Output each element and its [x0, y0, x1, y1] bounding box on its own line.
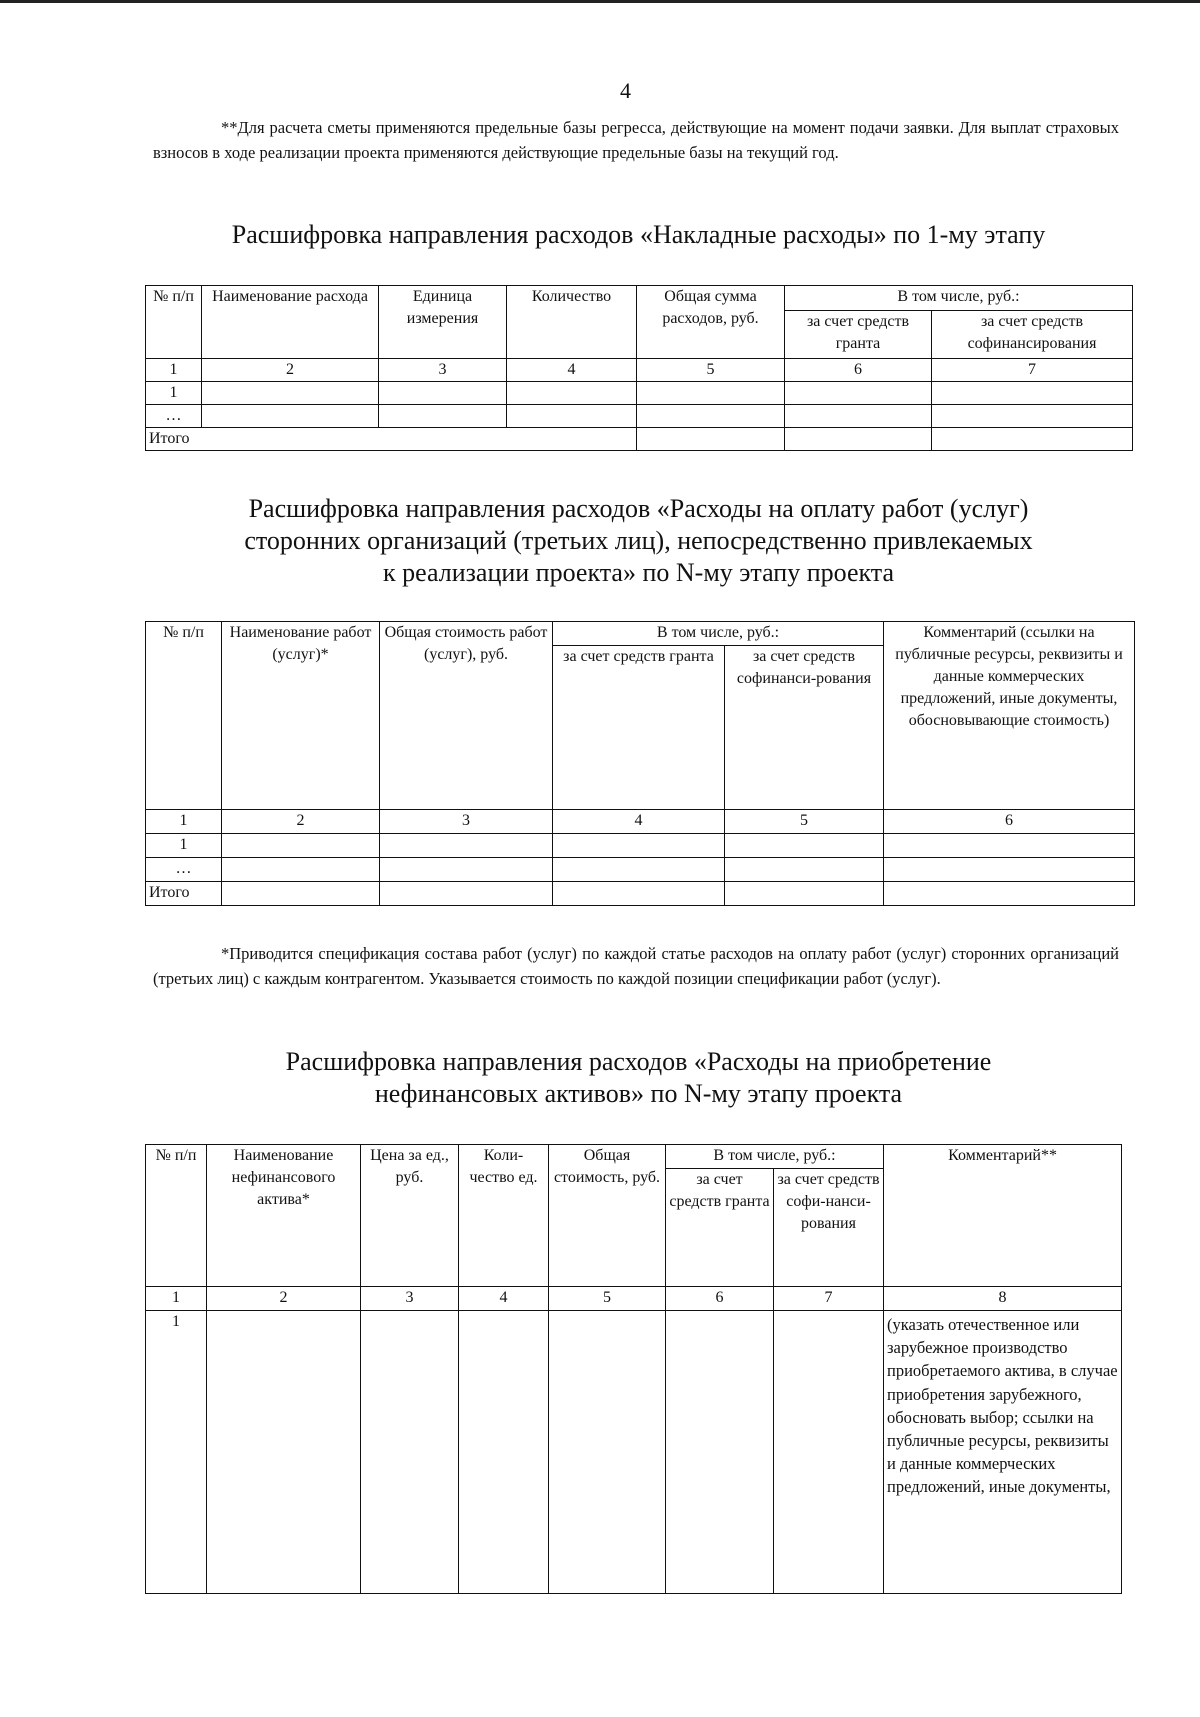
row-num: 1 — [146, 834, 222, 858]
row-num: 1 — [146, 382, 202, 405]
title-line: к реализации проекта» по N-му этапу проекта — [382, 558, 894, 587]
col-number: 4 — [507, 359, 637, 382]
header-name: Наименование нефинансового актива* — [207, 1145, 361, 1287]
header-cofin: за счет средств софинанси-рования — [725, 646, 884, 810]
col-number: 6 — [785, 359, 932, 382]
col-number: 8 — [884, 1287, 1122, 1311]
header-qty: Количество — [507, 286, 637, 359]
col-number: 6 — [884, 810, 1135, 834]
total-label: Итого — [146, 428, 637, 451]
col-number: 4 — [459, 1287, 549, 1311]
footnote-mid — [153, 941, 1119, 991]
col-number: 3 — [380, 810, 553, 834]
scan-top-edge — [0, 0, 1200, 3]
header-num: № п/п — [146, 1145, 207, 1287]
col-number: 5 — [725, 810, 884, 834]
col-number: 1 — [146, 1287, 207, 1311]
title-line: Расшифровка направления расходов «Расходы на оплату работ (услуг) — [248, 494, 1029, 523]
col-number: 7 — [774, 1287, 884, 1311]
title-line: нефинансовых активов» по N-му этапу проекта — [374, 1079, 903, 1108]
row-num: … — [146, 405, 202, 428]
row-num: … — [146, 858, 222, 882]
header-name: Наименование работ (услуг)* — [222, 622, 380, 810]
table-row — [146, 858, 1135, 882]
col-number: 6 — [666, 1287, 774, 1311]
total-label: Итого — [146, 882, 222, 906]
table-row — [146, 834, 1135, 858]
header-total: Общая сумма расходов, руб. — [637, 286, 785, 359]
header-price: Цена за ед., руб. — [361, 1145, 459, 1287]
title-line: Расшифровка направления расходов «Расходы на приобретение — [285, 1047, 992, 1076]
header-incl: В том числе, руб.: — [666, 1145, 884, 1169]
col-number: 3 — [379, 359, 507, 382]
header-grant: за счет средств гранта — [785, 311, 932, 359]
page-number: 4 — [620, 78, 631, 103]
header-comment: Комментарий (ссылки на публичные ресурсы, реквизиты и данные коммерческих предложений, иные документы, обосновывающие стоимость) — [884, 622, 1135, 810]
header-incl: В том числе, руб.: — [553, 622, 884, 646]
col-number: 4 — [553, 810, 725, 834]
table-row — [146, 1311, 1122, 1594]
col-number: 1 — [146, 810, 222, 834]
header-comment: Комментарий** — [884, 1145, 1122, 1287]
col-number: 5 — [549, 1287, 666, 1311]
footnote-mid-text: *Приводится спецификация состава работ (услуг) по каждой статье расходов на оплату работ (услуг) сторонних организаций (третьих лиц) с каждым контрагентом. Указывается стоимость по каждой позиции спецификации работ (услуг). — [153, 944, 1119, 988]
title-line: сторонних организаций (третьих лиц), непосредственно привлекаемых — [244, 526, 1033, 555]
row-num: 1 — [146, 1311, 207, 1594]
header-cofin: за счет средств софи-нанси-рования — [774, 1169, 884, 1287]
footnote-top — [153, 115, 1119, 165]
row-comment: (указать отечественное или зарубежное производство приобретаемого актива, в случае приобретения зарубежного, обосновать выбор; ссылки на публичные ресурсы, реквизиты и данные коммерческих предложений, иные документы, — [884, 1311, 1122, 1594]
col-number: 2 — [222, 810, 380, 834]
header-num: № п/п — [146, 286, 202, 359]
col-number: 5 — [637, 359, 785, 382]
section1-title: Расшифровка направления расходов «Накладные расходы» по 1-му этапу — [231, 220, 1046, 249]
table-row — [146, 382, 1133, 405]
header-unit: Единица измерения — [379, 286, 507, 359]
total-row — [146, 882, 1135, 906]
col-number: 2 — [202, 359, 379, 382]
col-number: 1 — [146, 359, 202, 382]
header-qty: Коли-чество ед. — [459, 1145, 549, 1287]
header-total: Общая стоимость работ (услуг), руб. — [380, 622, 553, 810]
header-cofin: за счет средств софинансирования — [932, 311, 1133, 359]
header-incl: В том числе, руб.: — [785, 286, 1133, 311]
header-grant: за счет средств гранта — [553, 646, 725, 810]
section3-title — [145, 1046, 1132, 1110]
header-total: Общая стоимость, руб. — [549, 1145, 666, 1287]
header-name: Наименование расхода — [202, 286, 379, 359]
section2-title — [145, 493, 1132, 589]
third-party-services-table — [145, 621, 1135, 906]
table-row — [146, 405, 1133, 428]
footnote-top-text: **Для расчета сметы применяются предельные базы регресса, действующие на момент подачи заявки. Для выплат страховых взносов в ходе реализации проекта применяются действующие предельные базы на текущий год. — [153, 118, 1119, 162]
overhead-table — [145, 285, 1133, 451]
header-num: № п/п — [146, 622, 222, 810]
col-number: 3 — [361, 1287, 459, 1311]
total-row — [146, 428, 1133, 451]
nonfinancial-assets-table — [145, 1144, 1122, 1594]
header-grant: за счет средств гранта — [666, 1169, 774, 1287]
col-number: 2 — [207, 1287, 361, 1311]
col-number: 7 — [932, 359, 1133, 382]
